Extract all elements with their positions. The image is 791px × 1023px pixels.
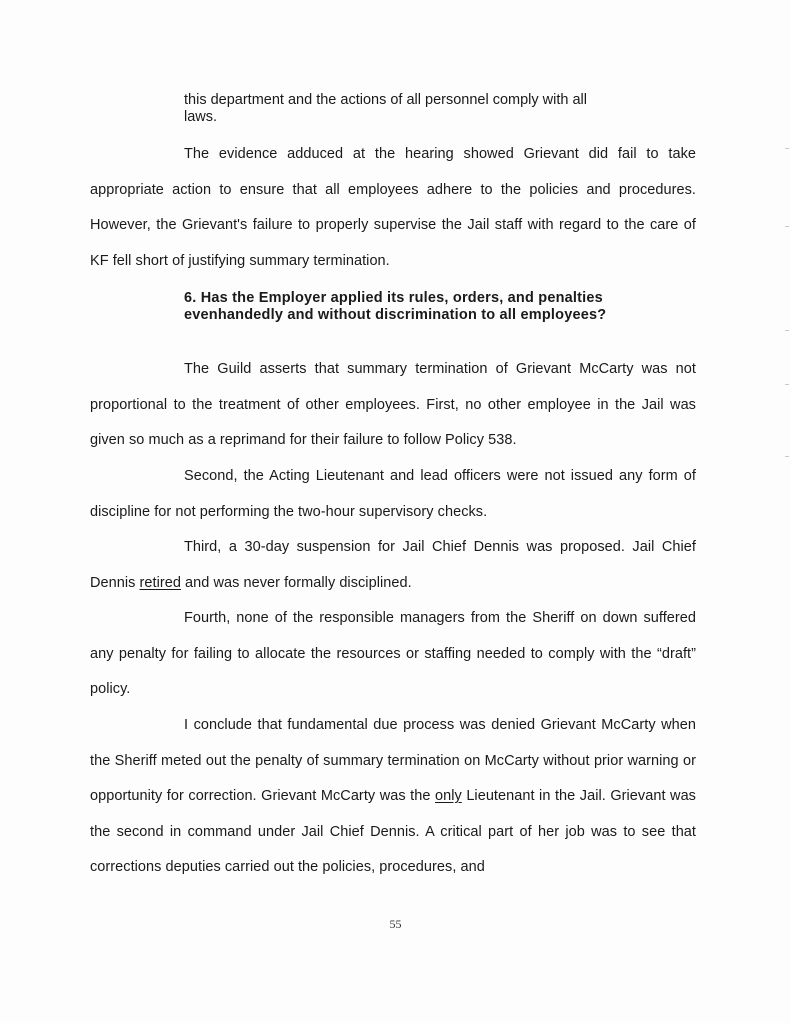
underlined-retired: retired (139, 574, 181, 591)
underlined-only: only (434, 788, 462, 804)
scan-edge-mark (785, 456, 789, 457)
paragraph-third-text-a: Third, a 30-day suspension for Jail Chief Dennis was proposed. Jail Chief Dennis (90, 539, 696, 591)
section-heading-6: 6. Has the Employer applied its rules, orders, and penalties evenhandedly and without discrimination to all employees? (184, 290, 607, 323)
paragraph-guild: The Guild asserts that summary termination of Grievant McCarty was not proportional to the treatment of other employees. First, no other employee in the Jail was given so much as a reprimand for their failure to follow Policy 538. (90, 361, 696, 448)
paragraph-third (90, 530, 696, 601)
paragraph-conclusion-text-a: I conclude that fundamental due process was denied Grievant McCarty when the Sheriff meted out the penalty of summary termination on McCarty without prior warning or opportunity for correction. Grievant McCarty was the (90, 717, 696, 804)
scan-edge-mark (785, 148, 789, 149)
paragraph-fourth: Fourth, none of the responsible managers from the Sheriff on down suffered any penalty for failing to allocate the resources or staffing needed to comply with the “draft” policy. (90, 610, 696, 697)
scan-edge-mark (785, 330, 789, 331)
page-number: 55 (389, 917, 402, 931)
quote-continuation: this department and the actions of all personnel comply with all laws. (184, 92, 587, 125)
paragraph-evidence: The evidence adduced at the hearing showed Grievant did fail to take appropriate action to ensure that all employees adhere to the policies and procedures. However, the Grievant's failure to properly supervise the Jail staff with regard to the care of KF fell short of justifying summary termination. (90, 146, 696, 269)
paragraph-third-text-b: and was never formally disciplined. (180, 574, 412, 591)
paragraph-second: Second, the Acting Lieutenant and lead officers were not issued any form of discipline for not performing the two-hour supervisory checks. (90, 468, 696, 520)
paragraph-conclusion (90, 708, 696, 886)
scan-edge-mark (785, 226, 789, 227)
paragraph-conclusion-text-b: Lieutenant in the Jail. Grievant was the second in command under Jail Chief Dennis. A critical part of her job was to see that corrections deputies carried out the policies, procedures, and (90, 788, 696, 875)
scan-edge-mark (785, 384, 789, 385)
